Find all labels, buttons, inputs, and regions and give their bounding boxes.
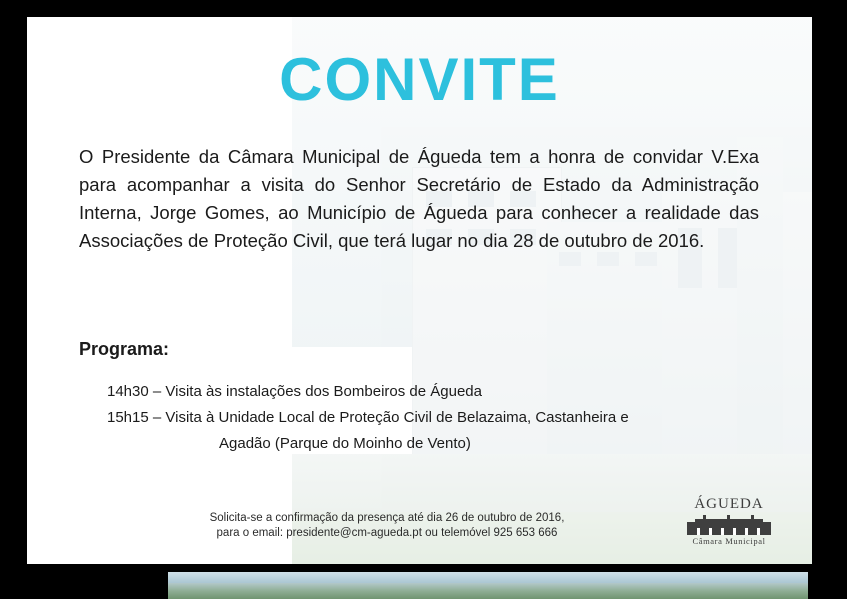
schedule-text: Visita às instalações dos Bombeiros de Águeda bbox=[165, 383, 482, 400]
schedule-list bbox=[107, 379, 767, 457]
schedule-time: 15h15 bbox=[107, 409, 149, 426]
confirmation-note bbox=[107, 511, 667, 541]
next-page-preview-strip bbox=[168, 572, 808, 599]
schedule-dash: – bbox=[152, 409, 162, 426]
building-logo-icon bbox=[687, 515, 771, 535]
confirmation-note-line1: Solicita-se a confirmação da presença até dia 26 de outubro de 2016, bbox=[209, 512, 565, 524]
logo-subtitle: Câmara Municipal bbox=[692, 536, 766, 546]
schedule-text: Visita à Unidade Local de Proteção Civil de Belazaima, Castanheira e bbox=[165, 409, 629, 426]
preview-sky bbox=[168, 572, 808, 583]
schedule-time: 14h30 bbox=[107, 383, 149, 400]
programa-heading bbox=[79, 339, 169, 360]
page-title: CONVITE bbox=[279, 46, 560, 113]
logo-name: ÁGUEDA bbox=[694, 496, 764, 512]
municipality-logo bbox=[674, 496, 784, 546]
list-item bbox=[107, 379, 767, 405]
list-item bbox=[107, 405, 767, 457]
invitation-card bbox=[27, 17, 812, 564]
schedule-dash: – bbox=[152, 383, 162, 400]
confirmation-note-line2: para o email: presidente@cm-agueda.pt ou telemóvel 925 653 666 bbox=[216, 527, 558, 539]
programa-colon: : bbox=[163, 339, 170, 359]
schedule-text-continuation: Agadão (Parque do Moinho de Vento) bbox=[219, 435, 471, 452]
invitation-body-text: O Presidente da Câmara Municipal de Águeda tem a honra de convidar V.Exa para acompanhar a visita do Senhor Secretário de Estado da Administração Interna, Jorge Gomes, ao Município de Águeda para conhecer a realidade das Associações de Proteção Civil, que terá lugar no dia 28 de outubro de 2016. bbox=[79, 146, 759, 251]
programa-label: Programa bbox=[79, 339, 164, 359]
